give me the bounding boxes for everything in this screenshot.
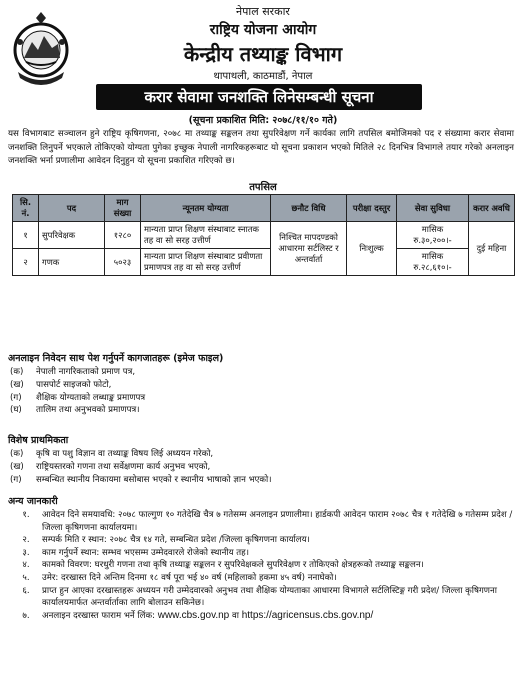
row-sn: २ [13, 249, 39, 276]
header-qualification: न्यूनतम योग्यता [141, 195, 271, 222]
item-text: कृषि वा पशु विज्ञान वा तथ्याङ्क विषय लिई अध्ययन गरेको, [36, 449, 214, 459]
documents-list [10, 366, 510, 417]
item-marker: (क) [10, 367, 24, 377]
row-post: सुपरिवेक्षक [39, 222, 105, 249]
header-sn: सि. नं. [13, 195, 39, 222]
commission-name: राष्ट्रिय योजना आयोग [209, 22, 317, 38]
header-selection: छनौट विधि [271, 195, 347, 222]
item-marker: (ख) [10, 461, 24, 472]
department-name: केन्द्रीय तथ्याङ्क विभाग [183, 42, 343, 66]
item-number: ५. [22, 572, 30, 583]
department-address: थापाथली, काठमाडौं, नेपाल [213, 71, 313, 82]
table-header-row [13, 195, 515, 222]
vacancy-table [12, 194, 515, 276]
cbs-link[interactable]: www.cbs.gov.np [157, 609, 230, 621]
item-text: काम गर्नुपर्ने स्थान: सम्भव भएसम्म उम्मेदवारले रोजेको स्थानीय तह। [42, 547, 250, 558]
list-item [10, 461, 510, 474]
facility-label: मासिक [421, 224, 444, 234]
list-item [10, 547, 516, 560]
item-text: तालिम तथा अनुभवको प्रमाणपत्र। [36, 405, 140, 416]
list-item [10, 392, 510, 405]
contract-period: दुई महिना [469, 222, 515, 276]
row-demand: ५०२३ [105, 249, 141, 276]
facility-amount: रु.३०,२००।- [413, 235, 452, 245]
item-text: सम्बन्धित स्थानीय निकायमा बसोबास भएको र स्थानीय भाषाको ज्ञान भएको। [36, 474, 272, 485]
list-item [10, 610, 516, 623]
item-text: पासपोर्ट साइजको फोटो, [36, 379, 112, 390]
list-item [10, 585, 516, 610]
item-number: १. [22, 510, 30, 520]
list-item [10, 534, 516, 547]
item-text: शैक्षिक योग्यताको लब्धाङ्क प्रमाणपत्र [36, 392, 146, 403]
government-name: नेपाल सरकार [236, 5, 290, 18]
row-facility [397, 249, 469, 276]
list-item [10, 474, 510, 487]
published-date: (सूचना प्रकाशित मिति: २०७८/११/१० गते) [188, 115, 338, 126]
exam-fee: निःशुल्क [347, 222, 397, 276]
item-text: कामको विवरण: घरधुरी गणना तथा कृषि तथ्याङ्क सङ्कलन र सुपरिवेक्षकले सुपरिवेक्षण र तोकिएको क्षेत्रहरूको तथ्याङ्क सङ्कलन। [42, 560, 424, 571]
item-number: ६. [22, 585, 30, 596]
list-item [10, 366, 510, 379]
selection-method: निश्चित मापदण्डको आधारमा सर्टलिस्ट र अन्तर्वार्ता [271, 222, 347, 276]
list-item [10, 379, 510, 392]
item-marker: (घ) [10, 405, 22, 416]
item-number: ३. [22, 547, 30, 558]
row-qualification: मान्यता प्राप्त शिक्षण संस्थाबाट स्नातक तह वा सो सरह उत्तीर्ण [141, 222, 271, 249]
list-item [10, 404, 510, 417]
row-sn: १ [13, 222, 39, 249]
header-demand: माग संख्या [105, 195, 141, 222]
intro-paragraph: यस विभागबाट सञ्चालन हुने राष्ट्रिय कृषिगणना, २०७८ मा तथ्याङ्क सङ्कलन तथा सुपरिवेक्षण गर्ने कार्यका लागि तपसिल बमोजिमको पद र संख्यामा करार सेवामा जनशक्ति लिनुपर्ने भएकाले तोकिएको योग्यता पुगेका इच्छुक नेपाली नागरिकहरूबाट यो सूचना प्रकाशन भएको मितिले २८ दिनभित्र विभागले तयार गरेको अनलाइन जनशक्ति भर्ना प्रणालीमा आवेदन दिनुहुन यो सूचना प्रकाशित गरिएको छ। [8, 129, 514, 167]
item-text: नेपाली नागरिकताको प्रमाण पत्र, [36, 367, 136, 377]
item-number: ७. [22, 610, 30, 621]
table-caption: तपसिल [249, 182, 277, 193]
row-post: गणक [39, 249, 105, 276]
item-marker: (ख) [10, 379, 24, 390]
table-row [13, 249, 515, 276]
priority-list [10, 448, 510, 486]
facility-label: मासिक [421, 251, 444, 261]
agricensus-link[interactable]: https://agricensus.cbs.gov.np/ [241, 609, 374, 621]
header-contract: करार अवधि [469, 195, 515, 222]
header-facility: सेवा सुविधा [397, 195, 469, 222]
item-marker: (क) [10, 449, 24, 459]
header-post: पद [39, 195, 105, 222]
item-text: प्राप्त हुन आएका दरखास्तहरू अध्ययन गरी उम्मेदवारको अनुभव तथा शैक्षिक योग्यताका आधारमा विभागले सर्टलिस्टिङ्ग गरी प्रदेश/ जिल्ला कृषिगणना कार्यालयमार्फत अन्तर्वार्ताका लागि बोलाउन सकिनेछ। [42, 585, 497, 609]
item-text: आवेदन दिने समयावधि: २०७८ फाल्गुण १० गतेदेखि चैत्र ७ गतेसम्म अनलाइन प्रणालीमा। हार्डकपी आवेदन फाराम २०७८ चैत्र १ गतेदेखि ७ गतेसम्म प्रदेश /जिल्ला कृषिगणना कार्यालयमा। [42, 510, 513, 533]
row-demand: १२८० [105, 222, 141, 249]
table-row [13, 222, 515, 249]
header-exam-fee: परीक्षा दस्तुर [347, 195, 397, 222]
facility-amount: रु.२८,६१०।- [413, 262, 452, 272]
item-number: ४. [22, 560, 30, 571]
row-qualification: मान्यता प्राप्त शिक्षण संस्थाबाट प्रवीणता प्रमाणपत्र तह वा सो सरह उत्तीर्ण [141, 249, 271, 276]
other-info-heading: अन्य जानकारी [8, 496, 58, 507]
item-text: उमेर: दरखास्त दिने अन्तिम दिनमा १८ वर्ष पूरा भई ४० वर्ष (महिलाको हकमा ४५ वर्ष) ननाघेको। [42, 572, 337, 583]
notice-title-banner: करार सेवामा जनशक्ति लिनेसम्बन्धी सूचना [96, 84, 422, 110]
row-facility [397, 222, 469, 249]
item-marker: (ग) [10, 392, 22, 403]
item-text: अनलाइन दरखास्त फाराम भर्ने लिंक: [42, 610, 155, 621]
list-item [10, 448, 510, 461]
documents-heading: अनलाइन निवेदन साथ पेश गर्नुपर्ने कागजातहरू (इमेज फाइल) [8, 353, 224, 364]
link-joiner: वा [231, 610, 239, 621]
list-item [10, 559, 516, 572]
item-text: राष्ट्रियस्तरको गणना तथा सर्वेक्षणमा कार्य अनुभव भएको, [36, 461, 211, 472]
list-item [10, 509, 516, 534]
other-info-list [10, 509, 516, 622]
item-marker: (ग) [10, 474, 22, 485]
list-item [10, 572, 516, 585]
priority-heading: विशेष प्राथमिकता [8, 435, 69, 446]
item-number: २. [22, 535, 30, 546]
item-text: सम्पर्क मिति र स्थान: २०७८ चैत्र १४ गते, सम्बन्धित प्रदेश /जिल्ला कृषिगणना कार्यालय। [42, 535, 310, 546]
